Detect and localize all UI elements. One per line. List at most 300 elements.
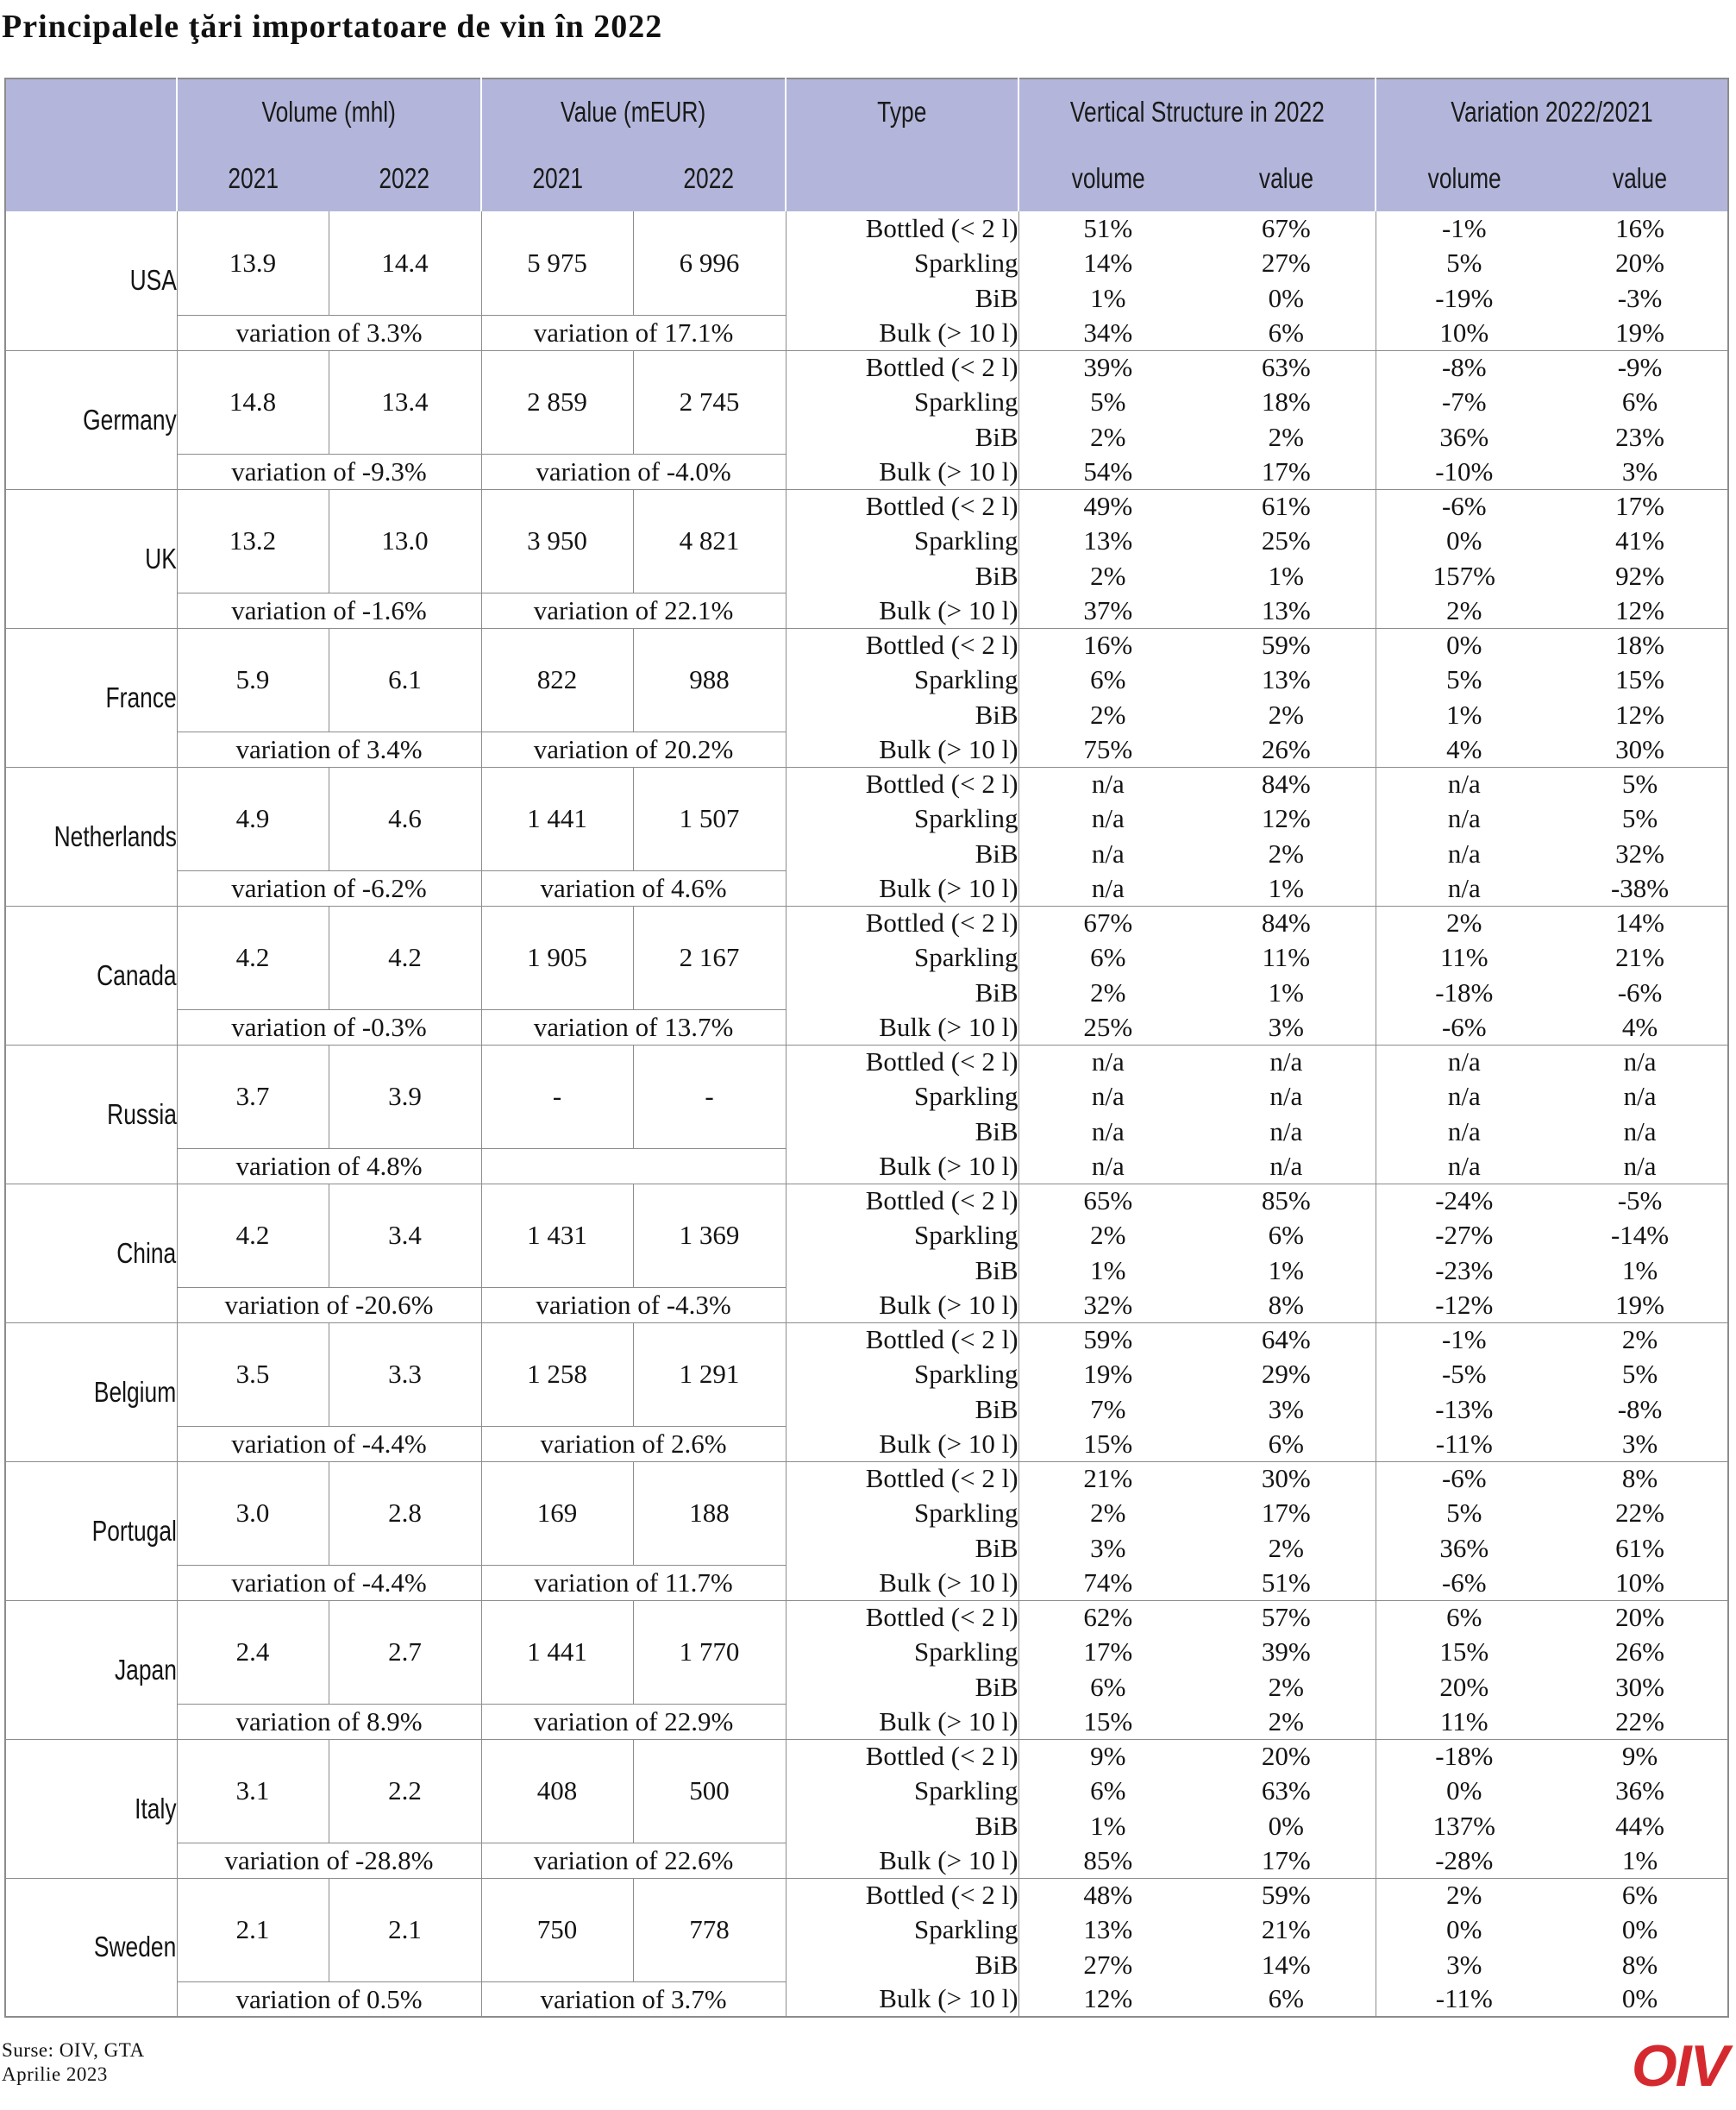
vertical-volume-cell: 13%: [1083, 525, 1133, 556]
value-variation-cell: [481, 1149, 786, 1184]
variation-volume-cell: -18%: [1435, 1741, 1494, 1772]
type-cell: Sparkling: [786, 1496, 1018, 1530]
variation-volume-cell: -19%: [1435, 282, 1494, 313]
vertical-volume-cell: 85%: [1018, 1843, 1197, 1878]
vertical-volume-cell: 27%: [1083, 1949, 1133, 1980]
volume-2021-cell: 3.0: [177, 1461, 329, 1566]
type-cell: BiB: [786, 837, 1018, 871]
value-variation-cell: variation of 20.2%: [481, 732, 786, 767]
volume-2021-cell: 3.7: [177, 1045, 329, 1149]
type-cell: Bottled (< 2 l): [786, 628, 1018, 663]
country-name: Sweden: [94, 1931, 177, 1963]
country-name: Belgium: [94, 1375, 177, 1408]
vertical-volume-cell: 15%: [1018, 1705, 1197, 1739]
type-cell: Sparkling: [786, 1218, 1018, 1253]
header-row-sub: [5, 145, 1728, 211]
country-name: Portugal: [91, 1514, 177, 1547]
vertical-volume-cell: 3%: [1090, 1532, 1126, 1563]
header-sub-label: value: [1612, 161, 1668, 194]
importers-table: [4, 78, 1729, 2018]
variation-value-cell: 6%: [1621, 386, 1658, 418]
table-row: [5, 1288, 1728, 1322]
vertical-volume-cell: 2%: [1090, 977, 1126, 1008]
table-row: [5, 767, 1728, 801]
vertical-value-cell: 8%: [1197, 1288, 1376, 1322]
variation-value-cell: 20%: [1615, 248, 1664, 279]
variation-value-cell: -3%: [1617, 282, 1663, 313]
vertical-volume-cell: 2%: [1090, 421, 1126, 452]
variation-value-cell: 15%: [1615, 664, 1664, 695]
variation-value-cell: 3%: [1552, 1427, 1728, 1461]
volume-variation-cell: variation of -28.8%: [177, 1843, 481, 1878]
header-variation-group: [1376, 78, 1728, 145]
vertical-volume-cell: 16%: [1083, 630, 1133, 661]
header-volume-label: Volume (mhl): [261, 96, 397, 128]
header-value-label: Value (mEUR): [561, 96, 706, 128]
country-name: Germany: [82, 403, 177, 436]
vertical-value-cell: 13%: [1197, 593, 1376, 628]
vertical-volume-cell: 19%: [1083, 1359, 1133, 1390]
table-row: [5, 1982, 1728, 2017]
vertical-volume-cell: 13%: [1083, 1914, 1133, 1945]
variation-value-cell: 5%: [1621, 803, 1658, 834]
variation-value-cell: 21%: [1615, 942, 1664, 973]
volume-variation-cell: variation of -1.6%: [177, 593, 481, 628]
header-year-label: 2021: [532, 161, 583, 194]
volume-2022-cell: 2.7: [329, 1600, 481, 1705]
vertical-value-cell: 12%: [1197, 801, 1376, 836]
vertical-value-cell: n/a: [1197, 1045, 1376, 1079]
variation-value-cell: 20%: [1615, 1602, 1664, 1633]
value-2021-cell: 169: [481, 1461, 633, 1566]
type-cell: Bottled (< 2 l): [786, 906, 1018, 940]
variation-value-cell: 18%: [1615, 630, 1664, 661]
vertical-value-cell: 14%: [1197, 1948, 1376, 1982]
header-variation-value: [1552, 145, 1728, 211]
volume-variation-cell: variation of 8.9%: [177, 1705, 481, 1739]
type-cell: Bulk (> 10 l): [786, 455, 1018, 489]
volume-variation-cell: variation of -6.2%: [177, 871, 481, 906]
volume-2021-cell: 3.1: [177, 1739, 329, 1843]
volume-2021-cell: 5.9: [177, 628, 329, 732]
vertical-value-cell: 51%: [1197, 1566, 1376, 1600]
vertical-value-cell: 61%: [1197, 489, 1376, 524]
type-cell: Bottled (< 2 l): [786, 350, 1018, 385]
value-variation-cell: variation of 17.1%: [481, 316, 786, 350]
variation-value-cell: -14%: [1610, 1220, 1670, 1251]
country-cell: [5, 628, 177, 767]
value-2022-cell: 4 821: [633, 489, 786, 593]
type-cell: BiB: [786, 1253, 1018, 1288]
vertical-volume-cell: n/a: [1091, 1046, 1125, 1077]
country-name: USA: [129, 264, 177, 297]
type-cell: Sparkling: [786, 246, 1018, 280]
vertical-value-cell: 85%: [1197, 1184, 1376, 1218]
country-name: Netherlands: [53, 820, 177, 852]
vertical-volume-cell: 6%: [1090, 942, 1126, 973]
vertical-volume-cell: 6%: [1090, 664, 1126, 695]
type-cell: Bulk (> 10 l): [786, 732, 1018, 767]
variation-volume-cell: n/a: [1447, 838, 1481, 869]
table-row: [5, 871, 1728, 906]
type-cell: Bulk (> 10 l): [786, 1705, 1018, 1739]
variation-value-cell: 8%: [1621, 1463, 1658, 1494]
variation-volume-cell: -10%: [1376, 455, 1552, 489]
variation-value-cell: -6%: [1617, 977, 1663, 1008]
variation-volume-cell: 10%: [1376, 316, 1552, 350]
country-name: Canada: [97, 958, 177, 991]
volume-2021-cell: 4.9: [177, 767, 329, 871]
vertical-value-cell: 6%: [1197, 1427, 1376, 1461]
vertical-volume-cell: 65%: [1083, 1185, 1133, 1216]
vertical-value-cell: 59%: [1197, 628, 1376, 663]
type-cell: Bottled (< 2 l): [786, 1461, 1018, 1496]
type-cell: Sparkling: [786, 385, 1018, 419]
vertical-volume-cell: n/a: [1091, 1115, 1125, 1146]
table-row: [5, 1739, 1728, 1774]
volume-2022-cell: 2.1: [329, 1878, 481, 1982]
variation-volume-cell: 36%: [1439, 421, 1489, 452]
vertical-volume-cell: 5%: [1090, 386, 1126, 418]
value-2022-cell: -: [633, 1045, 786, 1149]
type-cell: BiB: [786, 1392, 1018, 1427]
type-cell: Bottled (< 2 l): [786, 1878, 1018, 1912]
header-vertical-value: [1197, 145, 1376, 211]
variation-volume-cell: n/a: [1447, 1081, 1481, 1112]
variation-volume-cell: 2%: [1446, 907, 1482, 939]
variation-volume-cell: -6%: [1376, 1566, 1552, 1600]
volume-variation-cell: variation of 4.8%: [177, 1149, 481, 1184]
table-row: [5, 1461, 1728, 1496]
type-cell: Bottled (< 2 l): [786, 1184, 1018, 1218]
variation-value-cell: 92%: [1615, 560, 1664, 591]
vertical-value-cell: 2%: [1197, 837, 1376, 871]
variation-value-cell: 17%: [1615, 491, 1664, 522]
volume-2022-cell: 13.4: [329, 350, 481, 455]
type-cell: BiB: [786, 559, 1018, 593]
volume-variation-cell: variation of 3.3%: [177, 316, 481, 350]
value-2022-cell: 500: [633, 1739, 786, 1843]
header-volume-2021: [177, 145, 329, 211]
variation-volume-cell: -6%: [1441, 491, 1487, 522]
vertical-value-cell: 17%: [1197, 1843, 1376, 1878]
country-cell: [5, 1184, 177, 1322]
type-cell: BiB: [786, 1948, 1018, 1982]
vertical-value-cell: 3%: [1197, 1010, 1376, 1045]
variation-volume-cell: 36%: [1439, 1532, 1489, 1563]
volume-2021-cell: 4.2: [177, 906, 329, 1010]
variation-volume-cell: -11%: [1376, 1982, 1552, 2017]
header-year-label: 2022: [379, 161, 430, 194]
vertical-volume-cell: 1%: [1090, 282, 1126, 313]
header-type-sub: [786, 145, 1018, 211]
vertical-value-cell: 6%: [1197, 316, 1376, 350]
type-cell: Sparkling: [786, 1774, 1018, 1808]
vertical-volume-cell: 2%: [1090, 1498, 1126, 1529]
variation-volume-cell: n/a: [1376, 1149, 1552, 1184]
header-year-label: 2022: [683, 161, 735, 194]
table-row: [5, 1705, 1728, 1739]
variation-value-cell: 1%: [1621, 1254, 1658, 1285]
type-cell: BiB: [786, 976, 1018, 1010]
vertical-value-cell: 0%: [1197, 281, 1376, 316]
country-cell: [5, 1878, 177, 2017]
vertical-value-cell: 1%: [1197, 1253, 1376, 1288]
value-2022-cell: 778: [633, 1878, 786, 1982]
vertical-volume-cell: 39%: [1083, 352, 1133, 383]
vertical-volume-cell: 2%: [1090, 1220, 1126, 1251]
type-cell: Bottled (< 2 l): [786, 211, 1018, 246]
vertical-value-cell: 26%: [1197, 732, 1376, 767]
value-variation-cell: variation of 2.6%: [481, 1427, 786, 1461]
variation-volume-cell: -23%: [1435, 1254, 1494, 1285]
value-2021-cell: 750: [481, 1878, 633, 1982]
vertical-volume-cell: n/a: [1091, 1081, 1125, 1112]
type-cell: BiB: [786, 1531, 1018, 1566]
table-body: [5, 211, 1728, 2017]
volume-variation-cell: variation of -4.4%: [177, 1427, 481, 1461]
vertical-volume-cell: n/a: [1018, 871, 1197, 906]
header-vertical-label: Vertical Structure in 2022: [1069, 96, 1325, 128]
header-value-group: [481, 78, 786, 145]
variation-value-cell: 23%: [1615, 421, 1664, 452]
type-cell: Bulk (> 10 l): [786, 1427, 1018, 1461]
value-variation-cell: variation of 11.7%: [481, 1566, 786, 1600]
variation-value-cell: 41%: [1615, 525, 1664, 556]
type-cell: Bulk (> 10 l): [786, 593, 1018, 628]
variation-value-cell: 22%: [1615, 1498, 1664, 1529]
type-cell: Bottled (< 2 l): [786, 1600, 1018, 1635]
volume-2022-cell: 2.2: [329, 1739, 481, 1843]
table-row: [5, 906, 1728, 940]
table-row: [5, 1045, 1728, 1079]
vertical-volume-cell: 1%: [1090, 1254, 1126, 1285]
vertical-volume-cell: 2%: [1090, 699, 1126, 730]
vertical-volume-cell: 21%: [1083, 1463, 1133, 1494]
vertical-value-cell: 17%: [1197, 455, 1376, 489]
value-2021-cell: 3 950: [481, 489, 633, 593]
variation-volume-cell: 2%: [1376, 593, 1552, 628]
type-cell: Sparkling: [786, 663, 1018, 697]
vertical-value-cell: 39%: [1197, 1635, 1376, 1669]
volume-2022-cell: 13.0: [329, 489, 481, 593]
volume-2021-cell: 13.2: [177, 489, 329, 593]
vertical-value-cell: 21%: [1197, 1912, 1376, 1947]
country-cell: [5, 211, 177, 350]
variation-volume-cell: 0%: [1446, 630, 1482, 661]
vertical-volume-cell: 51%: [1083, 213, 1133, 244]
oiv-logo: OIV: [1631, 2033, 1727, 2099]
variation-value-cell: 26%: [1615, 1636, 1664, 1667]
vertical-value-cell: 57%: [1197, 1600, 1376, 1635]
country-cell: [5, 1045, 177, 1184]
variation-value-cell: 5%: [1621, 769, 1658, 800]
vertical-value-cell: 84%: [1197, 767, 1376, 801]
variation-volume-cell: 11%: [1376, 1705, 1552, 1739]
variation-value-cell: 19%: [1552, 316, 1728, 350]
value-variation-cell: variation of -4.3%: [481, 1288, 786, 1322]
variation-value-cell: 10%: [1552, 1566, 1728, 1600]
variation-volume-cell: 0%: [1446, 1914, 1482, 1945]
type-cell: Sparkling: [786, 1079, 1018, 1114]
variation-volume-cell: n/a: [1447, 1046, 1481, 1077]
country-cell: [5, 1739, 177, 1878]
table-row: [5, 350, 1728, 385]
table-row: [5, 316, 1728, 350]
variation-volume-cell: 15%: [1439, 1636, 1489, 1667]
vertical-value-cell: 1%: [1197, 559, 1376, 593]
variation-value-cell: 8%: [1621, 1949, 1658, 1980]
value-variation-cell: variation of 22.1%: [481, 593, 786, 628]
vertical-volume-cell: n/a: [1091, 838, 1125, 869]
vertical-value-cell: 84%: [1197, 906, 1376, 940]
value-2022-cell: 1 770: [633, 1600, 786, 1705]
type-cell: Sparkling: [786, 940, 1018, 975]
volume-variation-cell: variation of -9.3%: [177, 455, 481, 489]
table-row: [5, 1322, 1728, 1357]
table-title: Principalele ţări importatoare de vin în 2022: [2, 9, 663, 45]
variation-volume-cell: -11%: [1376, 1427, 1552, 1461]
variation-value-cell: n/a: [1623, 1081, 1657, 1112]
vertical-value-cell: 11%: [1197, 940, 1376, 975]
value-2022-cell: 1 369: [633, 1184, 786, 1288]
type-cell: Bulk (> 10 l): [786, 1843, 1018, 1878]
type-cell: Bottled (< 2 l): [786, 767, 1018, 801]
value-2021-cell: 1 431: [481, 1184, 633, 1288]
type-cell: BiB: [786, 1809, 1018, 1843]
volume-variation-cell: variation of -4.4%: [177, 1566, 481, 1600]
vertical-volume-cell: 62%: [1083, 1602, 1133, 1633]
value-2022-cell: 2 167: [633, 906, 786, 1010]
variation-value-cell: n/a: [1552, 1149, 1728, 1184]
table-row: [5, 628, 1728, 663]
value-2021-cell: 2 859: [481, 350, 633, 455]
header-row-groups: [5, 78, 1728, 145]
vertical-value-cell: 1%: [1197, 871, 1376, 906]
vertical-volume-cell: 34%: [1018, 316, 1197, 350]
value-variation-cell: variation of 13.7%: [481, 1010, 786, 1045]
variation-volume-cell: 3%: [1446, 1949, 1482, 1980]
type-cell: Bulk (> 10 l): [786, 316, 1018, 350]
country-cell: [5, 489, 177, 628]
type-cell: BiB: [786, 698, 1018, 732]
header-vertical-volume: [1018, 145, 1197, 211]
vertical-value-cell: 2%: [1197, 1670, 1376, 1705]
vertical-volume-cell: 2%: [1090, 560, 1126, 591]
vertical-volume-cell: 1%: [1090, 1810, 1126, 1841]
vertical-value-cell: 18%: [1197, 385, 1376, 419]
variation-volume-cell: 137%: [1432, 1810, 1495, 1841]
header-value-2022: [633, 145, 786, 211]
type-cell: Bottled (< 2 l): [786, 1045, 1018, 1079]
table-header: [5, 78, 1728, 211]
vertical-volume-cell: 67%: [1083, 907, 1133, 939]
volume-2022-cell: 2.8: [329, 1461, 481, 1566]
header-variation-volume: [1376, 145, 1552, 211]
type-cell: Sparkling: [786, 801, 1018, 836]
vertical-value-cell: n/a: [1197, 1149, 1376, 1184]
vertical-volume-cell: 49%: [1083, 491, 1133, 522]
vertical-volume-cell: 7%: [1090, 1393, 1126, 1424]
variation-volume-cell: 5%: [1446, 248, 1482, 279]
country-name: Japan: [114, 1653, 177, 1686]
vertical-value-cell: 2%: [1197, 1705, 1376, 1739]
vertical-value-cell: 3%: [1197, 1392, 1376, 1427]
header-sub-label: volume: [1071, 161, 1145, 194]
vertical-value-cell: 20%: [1197, 1739, 1376, 1774]
value-variation-cell: variation of 22.6%: [481, 1843, 786, 1878]
country-cell: [5, 1322, 177, 1461]
vertical-volume-cell: 48%: [1083, 1880, 1133, 1911]
header-volume-group: [177, 78, 481, 145]
value-2021-cell: 822: [481, 628, 633, 732]
vertical-value-cell: 59%: [1197, 1878, 1376, 1912]
header-sub-label: volume: [1427, 161, 1501, 194]
table-row: [5, 1427, 1728, 1461]
volume-2021-cell: 2.4: [177, 1600, 329, 1705]
header-country-corner: [5, 78, 177, 211]
variation-value-cell: 3%: [1552, 455, 1728, 489]
variation-value-cell: 44%: [1615, 1810, 1664, 1841]
variation-value-cell: 22%: [1552, 1705, 1728, 1739]
variation-value-cell: -9%: [1617, 352, 1663, 383]
value-variation-cell: variation of 4.6%: [481, 871, 786, 906]
vertical-value-cell: n/a: [1197, 1115, 1376, 1149]
type-cell: Bulk (> 10 l): [786, 1566, 1018, 1600]
vertical-value-cell: 17%: [1197, 1496, 1376, 1530]
variation-value-cell: -8%: [1617, 1393, 1663, 1424]
vertical-volume-cell: n/a: [1091, 769, 1125, 800]
country-name: Italy: [135, 1792, 177, 1824]
type-cell: Bulk (> 10 l): [786, 871, 1018, 906]
volume-variation-cell: variation of -20.6%: [177, 1288, 481, 1322]
value-2022-cell: 1 291: [633, 1322, 786, 1427]
value-2021-cell: 1 441: [481, 767, 633, 871]
header-variation-label: Variation 2022/2021: [1451, 96, 1653, 128]
volume-2022-cell: 4.2: [329, 906, 481, 1010]
vertical-value-cell: n/a: [1197, 1079, 1376, 1114]
value-2022-cell: 988: [633, 628, 786, 732]
vertical-volume-cell: 32%: [1018, 1288, 1197, 1322]
variation-volume-cell: n/a: [1447, 769, 1481, 800]
country-cell: [5, 350, 177, 489]
volume-2021-cell: 13.9: [177, 211, 329, 316]
variation-value-cell: -5%: [1617, 1185, 1663, 1216]
type-cell: Sparkling: [786, 524, 1018, 558]
variation-volume-cell: 1%: [1446, 699, 1482, 730]
variation-volume-cell: -27%: [1435, 1220, 1494, 1251]
vertical-value-cell: 2%: [1197, 698, 1376, 732]
variation-value-cell: 30%: [1615, 1671, 1664, 1702]
vertical-volume-cell: 59%: [1083, 1324, 1133, 1355]
variation-volume-cell: 5%: [1446, 1498, 1482, 1529]
type-cell: Bottled (< 2 l): [786, 489, 1018, 524]
vertical-value-cell: 6%: [1197, 1982, 1376, 2017]
variation-volume-cell: 0%: [1446, 525, 1482, 556]
variation-value-cell: 9%: [1621, 1741, 1658, 1772]
table-row: [5, 593, 1728, 628]
vertical-value-cell: 29%: [1197, 1357, 1376, 1391]
variation-volume-cell: n/a: [1447, 803, 1481, 834]
vertical-volume-cell: 15%: [1018, 1427, 1197, 1461]
variation-value-cell: 61%: [1615, 1532, 1664, 1563]
variation-volume-cell: 6%: [1446, 1602, 1482, 1633]
vertical-volume-cell: 54%: [1018, 455, 1197, 489]
variation-value-cell: n/a: [1623, 1046, 1657, 1077]
type-cell: BiB: [786, 420, 1018, 455]
vertical-value-cell: 30%: [1197, 1461, 1376, 1496]
volume-2021-cell: 4.2: [177, 1184, 329, 1288]
